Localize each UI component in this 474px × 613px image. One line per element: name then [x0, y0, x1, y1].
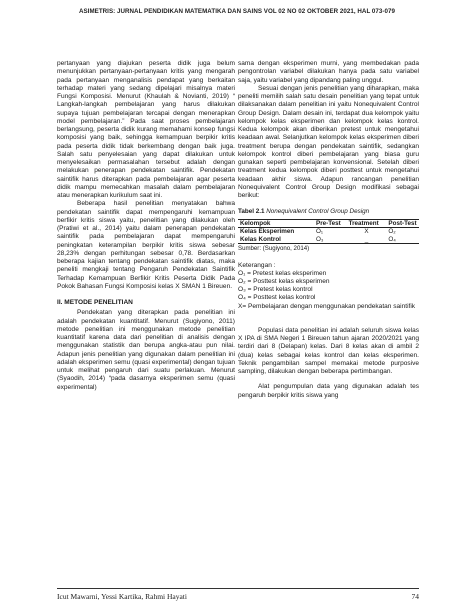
legend-item: O₄ = Posttest kelas kontrol [238, 294, 316, 302]
table-cell: O₁ [316, 228, 324, 236]
table-caption-title: Nonequivalent Control Group Design [266, 208, 370, 216]
right-column [238, 60, 419, 400]
table-cell: Kelas Eksperimen [240, 228, 295, 236]
table-cell: O₃ [316, 235, 324, 243]
legend-item: O₁ = Pretest kelas eksperimen [238, 269, 327, 277]
table-header-row [238, 219, 419, 228]
section-title: II. METODE PENELITIAN [57, 299, 133, 306]
table-source: Sumber: (Sugiyono, 2014) [238, 245, 310, 253]
paragraph: Sesuai dengan jenis penelitian yang diharapkan, maka peneliti memilih salah satu desain penelitian yang tepat untuk dilaksanakan dalam penelitian ini yaitu Nonequivalent Control Group Design. Dalam desain ini, terdapat dua kelompok yaitu kelompok kelas eksperimen dan kelompok kelas kontrol. Kedua kelompok akan diberikan pretest untuk mengetahui keadaan awal. Selanjutkan kelompok kelas eksperimen diberi treatment berupa dengan pendekatan saintifik, sedangkan kelompok kontrol diberi pembelajaran yang biasa guru gunakan seperti pembelajaran konvensional. Setelah diberi treatment kedua kelompok diberi posttest untuk mengetahui keadaan akhir siswa. Adapun rancangan penelitian Nonequivalent Control Group Design modifikasi sebagai berikut: [238, 84, 419, 199]
paragraph: pertanyaan yang diajukan peserta didik juga belum menunjukkan pertanyaan-pertanyaan kritis yang mengarah pada pertanyaan menganalisis pendapat yang berkaitan terhadap materi yang sedang dipelajari misalnya materi Fungsi Komposisi. Menurut (Khaulah & Novianti, 2019) “ Langkah-langkah pembelajaran yang harus dilakukan supaya tujuan pembelajaran tercapai dengan menerapkan model pembelajaran.” Pada saat proses pembelajaran berlangsung, peserta didik kurang memahami konsep fungsi komposisi yang baik, sehingga kemampuan berpikir kritis pada peserta didik tidak berkembang dengan baik juga. Salah satu penyelesaian yang dapat dilakukan untuk menyelesaikan permasalahan tersebut adalah dengan melakukan penerapan pendekatan saintifik. Pendekatan saintifik harus diterapkan pada pembelajaran agar peserta didik mampu memecahkan masalah dalam pembelajaran atau menerapkan kurikulum saat ini. [57, 60, 235, 199]
footer-divider [57, 588, 419, 589]
left-column [57, 60, 235, 392]
legend-title: Keterangan : [238, 261, 276, 269]
table-header-cell: Post-Test [388, 219, 417, 227]
table-cell: _ [364, 235, 369, 243]
paragraph: sama dengan eksperimen murni, yang membedakan pada pengontrolan variabel dilakukan hanya pada satu variabel saja, yaitu variabel yang dipandang paling unggul. [238, 60, 419, 84]
table-header-cell: Treatment [348, 219, 379, 227]
paragraph: Populasi data penelitian ini adalah seluruh siswa kelas X IPA di SMA Negeri 1 Bireuen tahun ajaran 2020/2021 yang terdiri dari 8 (Delapan) kelas. Dari 8 kelas akan di ambil 2 (dua) kelas sebagai kelas kontrol dan kelas eksperimen. Teknik pengambilan sampel memakai metode purposive sampling, dilakukan dengan beberapa pertimbangan. [238, 326, 419, 375]
table-cell: X [364, 228, 369, 236]
table-row [238, 236, 419, 244]
paragraph: Alat pengumpulan data yang digunakan adalah tes pengaruh berpikir kritis siswa yang [238, 383, 419, 399]
table-header-cell: Pre-Test [316, 219, 341, 227]
table-cell: O₄ [388, 235, 396, 243]
legend-item: O₂ = Posttest kelas eksperimen [238, 277, 330, 285]
table-header-cell: Kelompok [240, 219, 271, 227]
journal-header: ASIMETRIS: JURNAL PENDIDIKAN MATEMATIKA DAN SAINS VOL 02 NO 02 OKTOBER 2021, HAL 073-079 [78, 8, 395, 15]
design-table [238, 219, 419, 245]
table-row [238, 228, 419, 236]
table-caption-number: Tabel 2.1 [238, 208, 265, 216]
paragraph: Beberapa hasil penelitian menyatakan bahwa pendekatan saintifik dapat mempengaruhi kemampuan berfikir kritis siswa yaitu, penelitian yang dilakukan oleh (Pratiwi et al., 2014) yaitu dalam penerapan pendekatan saintifik pada pembelajaran dapat mempengaruhi peningkatan keterampilan berpikir kritis siswa sebesar 28,23% dengan perhitungan sebesar 0,78. Berdasarkan beberapa kajian tentang pendekatan saintifik diatas, maka peneliti mengkaji tentang Pengaruh Pendekatan Saintifik Terhadap Kemampuan Berfikir Kritis Peserta Didik Pada Pokok Bahasan Fungsi Komposisi kelas X SMAN 1 Bireuen. [57, 200, 235, 290]
legend-item: O₃ = Pretest kelas kontrol [238, 286, 313, 294]
page-number: 74 [411, 592, 419, 601]
table-cell: Kelas Kontrol [240, 235, 281, 243]
table-caption [238, 208, 419, 216]
paragraph: Pendekatan yang diterapkan pada penelitian ini adalah pendekatan kuantitatif. Menurut (Sugiyono, 2011) metode penelitian ini menggunakan metode penelitian kuantitatif karena data dari penelitian di analisis dengan menggunakan statistik dan berupa angka-atau pun nilai. Adapun jenis penelitian yang digunakan dalam penelitian ini adalah eksperimen semu (quasi experimental) dengan tujuan untuk melihat pengaruh dari suatu perlakuan. Menurut (Syaodih, 2014) “pada dasarnya eksperimen semu (quasi experimental) [57, 309, 235, 391]
legend-item: X= Pembelajaran dengan menggunakan pendekatan saintifik [238, 302, 416, 310]
legend [238, 262, 419, 311]
table-cell: O₂ [388, 228, 396, 236]
footer-authors: Icut Mawarni, Yessi Kartika, Rahmi Hayati [57, 592, 187, 601]
